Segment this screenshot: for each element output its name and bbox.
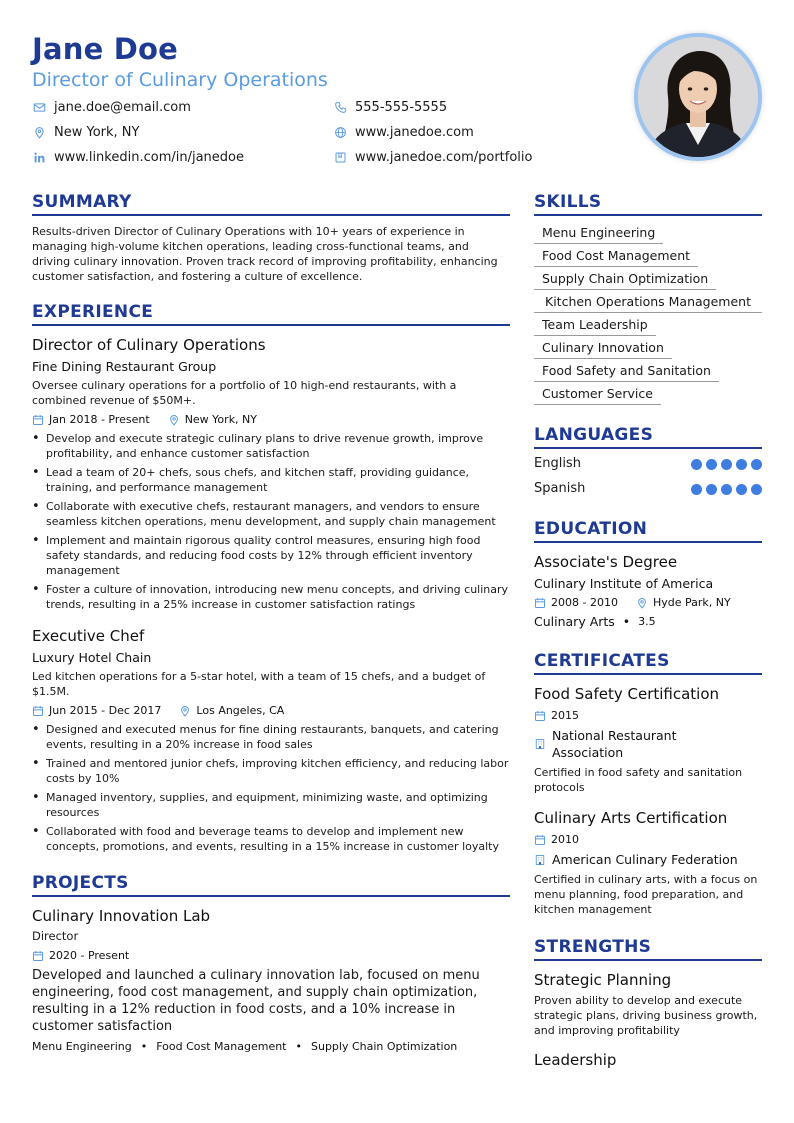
calendar-icon bbox=[534, 834, 546, 846]
skill-tag: Culinary Innovation bbox=[534, 337, 672, 359]
strength-title: Leadership bbox=[534, 1051, 617, 1069]
education-location: Hyde Park, NY bbox=[652, 596, 731, 609]
skill-tag: Food Cost Management bbox=[534, 245, 698, 267]
degree-title: Associate's Degree bbox=[534, 553, 678, 571]
certificate-year-row bbox=[534, 832, 762, 847]
calendar-icon bbox=[32, 950, 44, 962]
contact-linkedin[interactable] bbox=[32, 150, 244, 165]
globe-icon bbox=[333, 126, 347, 140]
level-dot bbox=[751, 459, 762, 470]
portfolio-text: www.janedoe.com/portfolio bbox=[355, 150, 533, 165]
level-dot bbox=[751, 484, 762, 495]
company-name: Fine Dining Restaurant Group bbox=[32, 359, 217, 374]
certificate-year: 2010 bbox=[551, 833, 579, 846]
level-dot bbox=[736, 484, 747, 495]
school-name: Culinary Institute of America bbox=[534, 576, 714, 591]
job-location: Los Angeles, CA bbox=[196, 704, 285, 717]
building-icon bbox=[534, 854, 546, 866]
building-icon bbox=[534, 738, 546, 750]
level-dot bbox=[721, 459, 732, 470]
email-text: jane.doe@email.com bbox=[54, 100, 191, 115]
certificate-issuer: American Culinary Federation bbox=[552, 852, 738, 867]
bullet-item: • Foster a culture of innovation, introducing new menu concepts, and driving culinary trends, resulting in a 25% increase in customer satisfaction ratings bbox=[32, 582, 510, 612]
skill-tag: Kitchen Operations Management bbox=[534, 291, 762, 313]
company-name: Luxury Hotel Chain bbox=[32, 650, 152, 665]
candidate-role: Director of Culinary Operations bbox=[32, 69, 328, 91]
project-tags: Menu Engineering • Food Cost Management • Supply Chain Optimization bbox=[32, 1040, 458, 1053]
project-dates: 2020 - Present bbox=[49, 949, 130, 962]
level-dot bbox=[706, 459, 717, 470]
level-dot bbox=[691, 484, 702, 495]
contact-phone[interactable] bbox=[333, 100, 447, 115]
skill-tag: Team Leadership bbox=[534, 314, 656, 336]
education-gpa: 3.5 bbox=[638, 615, 656, 628]
profile-photo bbox=[638, 37, 758, 157]
project-tag: Supply Chain Optimization bbox=[311, 1040, 458, 1053]
portfolio-icon bbox=[333, 151, 347, 165]
right-column bbox=[534, 191, 762, 1070]
certificate-description: Certified in food safety and sanitation protocols bbox=[534, 766, 743, 794]
calendar-icon bbox=[32, 705, 44, 717]
bullet-item: • Implement and maintain rigorous quality control measures, ensuring high food safety standards, and reducing food costs by 12% through efficient inventory management bbox=[32, 533, 510, 578]
bullet-item: • Trained and mentored junior chefs, improving kitchen efficiency, and reducing labor costs by 10% bbox=[32, 756, 510, 786]
education-dates: 2008 - 2010 bbox=[551, 596, 618, 609]
skill-tag: Supply Chain Optimization bbox=[534, 268, 716, 290]
map-pin-icon bbox=[168, 414, 180, 426]
project-tag: Food Cost Management bbox=[156, 1040, 287, 1053]
bullet-item: • Managed inventory, supplies, and equipment, minimizing waste, and optimizing resources bbox=[32, 790, 510, 820]
certificate-year: 2015 bbox=[551, 709, 579, 722]
education-field: Culinary Arts bbox=[534, 614, 615, 629]
language-name: Spanish bbox=[534, 481, 586, 496]
bullet-item: • Develop and execute strategic culinary plans to drive revenue growth, improve profitability, and enhance customer satisfaction bbox=[32, 431, 510, 461]
contact-portfolio[interactable] bbox=[333, 150, 533, 165]
skill-tag: Menu Engineering bbox=[534, 222, 663, 244]
job-title: Director of Culinary Operations bbox=[32, 336, 266, 354]
certificate-item bbox=[534, 684, 762, 795]
certificate-title: Culinary Arts Certification bbox=[534, 809, 728, 827]
level-dot bbox=[691, 459, 702, 470]
skill-tag: Food Safety and Sanitation bbox=[534, 360, 719, 382]
languages-heading: LANGUAGES bbox=[534, 424, 762, 449]
job-meta bbox=[32, 412, 510, 427]
contact-location bbox=[32, 125, 139, 140]
certificates-heading: CERTIFICATES bbox=[534, 650, 762, 675]
job-description: Oversee culinary operations for a portfolio of 10 high-end restaurants, with a combined revenue of $50M+. bbox=[32, 379, 457, 407]
envelope-icon bbox=[32, 101, 46, 115]
strengths-heading: STRENGTHS bbox=[534, 936, 762, 961]
calendar-icon bbox=[534, 710, 546, 722]
bullet-item: • Collaborate with executive chefs, restaurant managers, and vendors to ensure seamless kitchen operations, menu development, and supply chain management bbox=[32, 499, 510, 529]
location-text: New York, NY bbox=[54, 125, 140, 140]
certificate-issuer-row bbox=[534, 727, 762, 761]
contact-email[interactable] bbox=[32, 100, 191, 115]
calendar-icon bbox=[32, 414, 44, 426]
experience-item bbox=[32, 335, 510, 612]
project-role: Director bbox=[32, 929, 79, 943]
skills-list bbox=[534, 222, 762, 405]
education-heading: EDUCATION bbox=[534, 518, 762, 543]
language-item bbox=[534, 455, 762, 473]
map-pin-icon bbox=[179, 705, 191, 717]
job-title: Executive Chef bbox=[32, 627, 145, 645]
left-column bbox=[32, 191, 510, 1054]
job-meta bbox=[32, 703, 510, 718]
contact-website[interactable] bbox=[333, 125, 474, 140]
certificate-title: Food Safety Certification bbox=[534, 685, 720, 703]
map-pin-icon bbox=[32, 126, 46, 140]
map-pin-icon bbox=[636, 597, 648, 609]
linkedin-text: www.linkedin.com/in/janedoe bbox=[54, 150, 244, 165]
phone-icon bbox=[333, 101, 347, 115]
summary-heading: SUMMARY bbox=[32, 191, 510, 216]
job-location: New York, NY bbox=[184, 413, 257, 426]
project-description: Developed and launched a culinary innovation lab, focused on menu engineering, food cost management, and supply chain optimization, resulting in a 12% reduction in food costs, and a 10% increase in customer satisfaction bbox=[32, 968, 480, 1034]
certificate-issuer-row bbox=[534, 851, 762, 868]
project-item bbox=[32, 906, 510, 1054]
strength-description: Proven ability to develop and execute strategic plans, driving business growth, and improving profitability bbox=[534, 994, 758, 1037]
bullet-item: • Lead a team of 20+ chefs, sous chefs, and kitchen staff, providing guidance, training, and performance management bbox=[32, 465, 510, 495]
languages-list bbox=[534, 455, 762, 498]
phone-text: 555-555-5555 bbox=[355, 100, 448, 115]
language-name: English bbox=[534, 456, 581, 471]
level-dot bbox=[706, 484, 717, 495]
projects-heading: PROJECTS bbox=[32, 872, 510, 897]
education-field-row: Culinary Arts • 3.5 bbox=[534, 614, 656, 629]
certificate-description: Certified in culinary arts, with a focus on menu planning, food preparation, and kitchen management bbox=[534, 873, 758, 916]
language-level-dots bbox=[691, 459, 762, 470]
resume-header bbox=[32, 30, 592, 165]
education-meta bbox=[534, 595, 762, 610]
summary-text: Results-driven Director of Culinary Operations with 10+ years of experience in managing high-volume kitchen operations, leading cross-functional teams, and driving culinary innovation. Proven track record of improving profitability, enhancing customer satisfaction, and fostering a culture of excellence. bbox=[32, 225, 498, 283]
project-tag: Menu Engineering bbox=[32, 1040, 132, 1053]
strength-item bbox=[534, 1050, 762, 1070]
experience-item bbox=[32, 626, 510, 854]
skill-tag: Customer Service bbox=[534, 383, 661, 405]
certificate-issuer: National Restaurant Association bbox=[552, 728, 677, 760]
job-description: Led kitchen operations for a 5-star hotel, with a team of 15 chefs, and a budget of $1.5M. bbox=[32, 670, 486, 698]
certificate-item bbox=[534, 808, 762, 917]
project-meta bbox=[32, 948, 510, 963]
bullet-item: • Designed and executed menus for fine dining restaurants, banquets, and catering events, resulting in a 20% increase in food sales bbox=[32, 722, 510, 752]
website-text: www.janedoe.com bbox=[355, 125, 474, 140]
job-bullets bbox=[32, 722, 510, 854]
language-level-dots bbox=[691, 484, 762, 495]
bullet-item: • Collaborated with food and beverage teams to develop and implement new concepts, promotions, and events, resulting in a 15% increase in customer loyalty bbox=[32, 824, 510, 854]
strength-title: Strategic Planning bbox=[534, 971, 672, 989]
experience-heading: EXPERIENCE bbox=[32, 301, 510, 326]
job-dates: Jun 2015 - Dec 2017 bbox=[49, 704, 162, 717]
language-item bbox=[534, 480, 762, 498]
education-item bbox=[534, 552, 762, 630]
profile-photo-frame bbox=[634, 33, 762, 161]
linkedin-icon bbox=[32, 151, 46, 165]
project-title: Culinary Innovation Lab bbox=[32, 907, 211, 925]
level-dot bbox=[721, 484, 732, 495]
job-bullets bbox=[32, 431, 510, 612]
skills-heading: SKILLS bbox=[534, 191, 762, 216]
calendar-icon bbox=[534, 597, 546, 609]
certificate-year-row bbox=[534, 708, 762, 723]
job-dates: Jan 2018 - Present bbox=[49, 413, 150, 426]
candidate-name: Jane Doe bbox=[32, 32, 179, 66]
level-dot bbox=[736, 459, 747, 470]
strength-item bbox=[534, 970, 762, 1038]
